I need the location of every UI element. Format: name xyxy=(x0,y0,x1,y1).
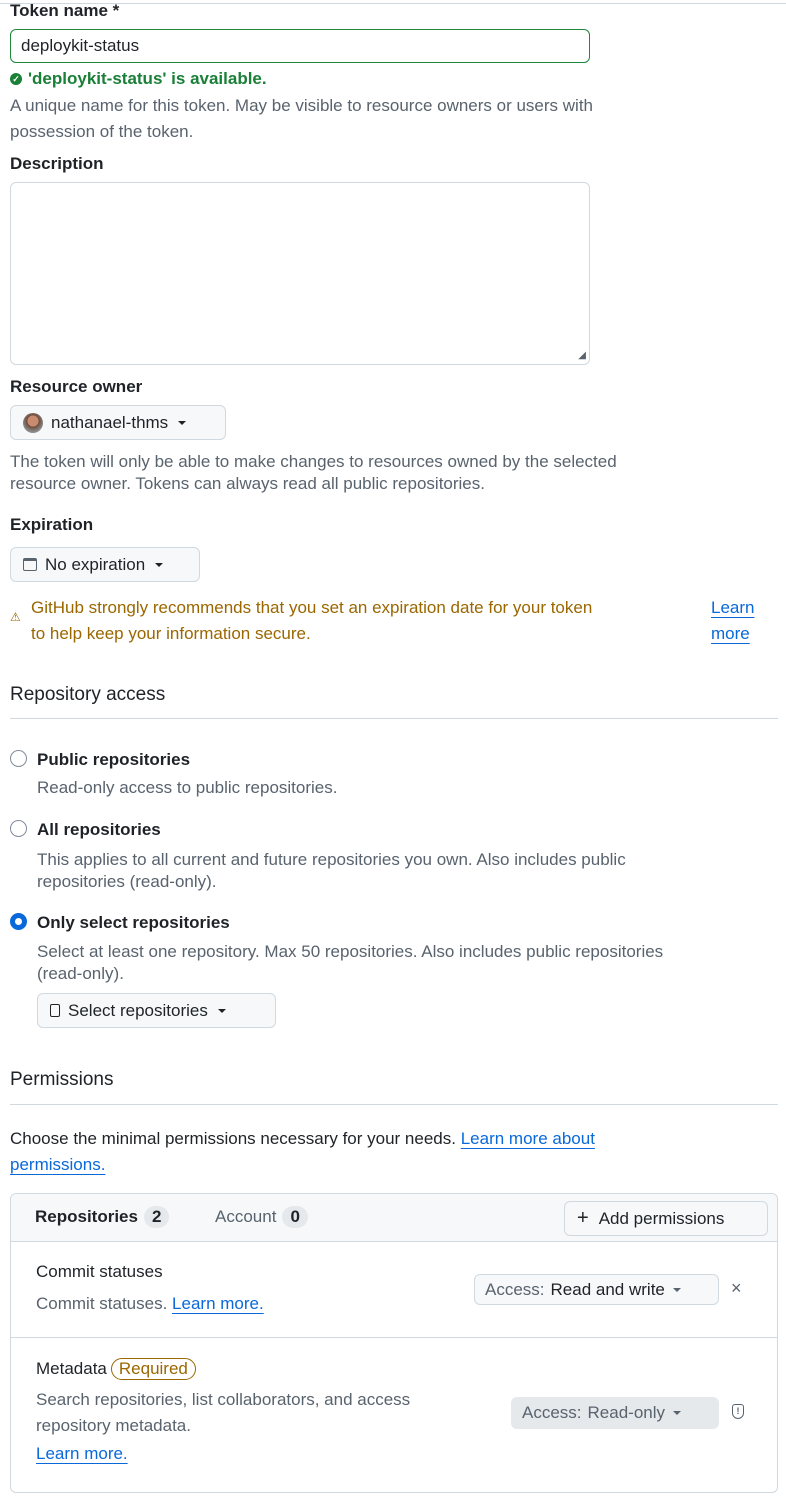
warning-line: to help keep your information secure. xyxy=(31,624,311,643)
desc-line: Search repositories, list collaborators, and access xyxy=(36,1390,411,1409)
resize-handle-icon[interactable]: ◢ xyxy=(578,350,586,361)
all-repositories-desc xyxy=(37,849,626,893)
learn-more-link[interactable]: Learn more. xyxy=(172,1294,264,1313)
public-repositories-desc: Read-only access to public repositories. xyxy=(37,778,338,797)
tab-repositories[interactable] xyxy=(35,1206,169,1228)
learn-link[interactable]: more xyxy=(711,624,750,643)
calendar-icon xyxy=(23,558,37,571)
caret-down-icon xyxy=(155,563,163,567)
shield-icon: ! xyxy=(732,1404,744,1419)
token-name-help xyxy=(10,93,593,145)
divider xyxy=(10,1104,778,1105)
access-value: Read and write xyxy=(550,1279,665,1299)
alert-icon: ⚠ xyxy=(10,610,21,624)
divider xyxy=(10,718,778,719)
resource-owner-label: Resource owner xyxy=(10,377,143,396)
repository-access-title: Repository access xyxy=(10,684,166,705)
radio-all-repositories[interactable] xyxy=(10,820,27,837)
repo-icon xyxy=(50,1004,60,1017)
plus-icon: + xyxy=(577,1207,589,1229)
permission-row-commit-statuses xyxy=(11,1242,777,1338)
permission-desc xyxy=(36,1387,410,1439)
resource-owner-dropdown[interactable] xyxy=(10,405,226,440)
expiration-warning xyxy=(31,595,592,647)
learn-more-link[interactable]: Learn more. xyxy=(36,1444,128,1463)
tab-label: Repositories xyxy=(35,1207,138,1226)
desc-line: (read-only). xyxy=(37,964,124,983)
token-name-label: Token name * xyxy=(10,1,120,20)
expiration-value: No expiration xyxy=(45,554,146,574)
public-repositories-label[interactable]: Public repositories xyxy=(37,750,191,769)
intro-text: Choose the minimal permissions necessary for your needs. xyxy=(10,1129,456,1148)
access-prefix: Access: xyxy=(522,1403,582,1422)
access-dropdown-commit-statuses[interactable] xyxy=(474,1274,719,1305)
availability-text: 'deploykit-status' is available. xyxy=(28,69,267,88)
radio-public-repositories[interactable] xyxy=(10,750,27,767)
caret-down-icon xyxy=(673,1288,681,1292)
tab-count: 0 xyxy=(282,1206,307,1228)
access-dropdown-metadata xyxy=(511,1397,719,1429)
check-circle-icon: ✓ xyxy=(10,73,22,85)
desc-line: repositories (read-only). xyxy=(37,872,217,891)
permission-name: Commit statuses xyxy=(36,1262,163,1281)
permissions-intro xyxy=(10,1126,710,1178)
access-prefix: Access: xyxy=(485,1279,545,1299)
tab-account[interactable] xyxy=(215,1206,308,1228)
expiration-learn-more[interactable] xyxy=(711,595,754,647)
learn-more-permissions-link[interactable]: permissions. xyxy=(10,1155,106,1174)
permissions-tabs xyxy=(11,1194,777,1242)
help-line: possession of the token. xyxy=(10,122,194,141)
token-name-value: deploykit-status xyxy=(21,36,140,55)
expiration-label: Expiration xyxy=(10,515,94,534)
permissions-title: Permissions xyxy=(10,1069,114,1090)
caret-down-icon xyxy=(218,1009,226,1013)
resource-owner-value: nathanael-thms xyxy=(51,412,169,432)
desc-line: Select at least one repository. Max 50 repositories. Also includes public repositories xyxy=(37,942,664,961)
token-name-input[interactable] xyxy=(10,29,590,63)
help-line: The token will only be able to make changes to resources owned by the selected xyxy=(10,452,617,471)
description-label: Description xyxy=(10,154,104,173)
remove-permission-icon[interactable]: × xyxy=(731,1278,742,1298)
permission-row-metadata xyxy=(11,1338,777,1493)
select-repositories-button[interactable] xyxy=(37,993,276,1028)
add-permissions-label: Add permissions xyxy=(598,1208,725,1228)
permission-desc xyxy=(36,1294,264,1314)
select-repositories-label: Select repositories xyxy=(68,1000,208,1020)
required-badge: Required xyxy=(111,1358,196,1380)
desc-line: This applies to all current and future repositories you own. Also includes public xyxy=(37,850,626,869)
only-select-label[interactable]: Only select repositories xyxy=(37,913,230,932)
description-textarea[interactable] xyxy=(10,182,590,365)
desc-line: repository metadata. xyxy=(36,1416,191,1435)
permission-name-row xyxy=(36,1358,196,1380)
caret-down-icon xyxy=(673,1411,681,1415)
desc-text: Commit statuses. xyxy=(36,1294,168,1313)
learn-link[interactable]: Learn xyxy=(711,598,755,617)
warning-line: GitHub strongly recommends that you set an expiration date for your token xyxy=(31,598,593,617)
learn-more-permissions-link[interactable]: Learn more about xyxy=(460,1129,595,1148)
avatar xyxy=(23,413,43,433)
expiration-dropdown[interactable] xyxy=(10,547,200,582)
caret-down-icon xyxy=(178,421,186,425)
tab-count: 2 xyxy=(144,1206,169,1228)
help-line: resource owner. Tokens can always read all public repositories. xyxy=(10,474,485,493)
radio-only-select-repositories[interactable] xyxy=(10,913,27,930)
permission-name: Metadata xyxy=(36,1359,107,1378)
permissions-box xyxy=(10,1193,778,1493)
access-value: Read-only xyxy=(587,1403,666,1422)
only-select-desc xyxy=(37,941,663,985)
tab-label: Account xyxy=(215,1207,277,1226)
add-permissions-button[interactable] xyxy=(564,1201,768,1236)
resource-owner-help xyxy=(10,451,617,495)
availability-message xyxy=(10,69,267,89)
help-line: A unique name for this token. May be visible to resource owners or users with xyxy=(10,96,594,115)
all-repositories-label[interactable]: All repositories xyxy=(37,820,161,839)
